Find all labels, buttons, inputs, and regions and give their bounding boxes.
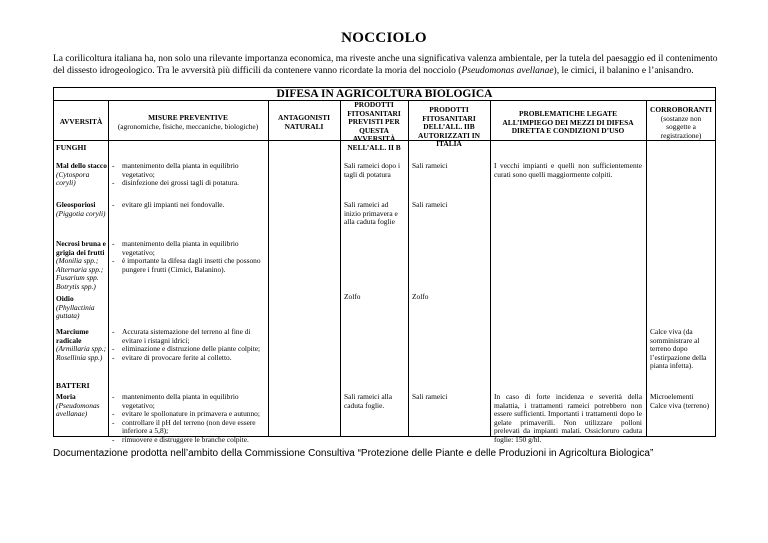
header-misure-sub: (agronomiche, fisiche, meccaniche, biologiche) xyxy=(117,121,259,131)
row-necrosi-measures xyxy=(112,240,264,274)
disease-name: Oidio xyxy=(56,294,74,303)
row-oidio-prodotti: Zolfo xyxy=(344,292,361,301)
row-gleosporiosi-name xyxy=(56,201,108,218)
column-divider xyxy=(408,100,409,436)
row-mal-stacco-name xyxy=(56,162,108,188)
header-problematiche: PROBLEMATICHE LEGATE ALL’IMPIEGO DEI MEZZI DI DIFESA DIRETTA E CONDIZIONI D’USO xyxy=(502,109,634,136)
section-funghi: FUNGHI xyxy=(56,143,87,152)
row-gleosporiosi-autorizzati: Sali rameici xyxy=(412,200,448,209)
row-gleosporiosi-measures xyxy=(112,201,264,210)
disease-scientific-name: (Piggotia coryli) xyxy=(56,208,106,218)
row-moria-measures xyxy=(112,393,264,445)
row-moria-problematiche: In caso di forte incidenza e severità della malattia, i trattamenti rameici potrebbero non essere sufficienti. Importanti i trattamenti dopo le gelate primaverili. Non utilizzare polloni prelevati da impianti malati. Ossicloruro caduta foglie: 150 g/hl. xyxy=(494,392,642,444)
column-divider xyxy=(108,100,109,436)
header-corroboranti-title: CORROBORANTI xyxy=(650,105,713,114)
disease-name: Moria xyxy=(56,392,76,401)
measure-item: - è importante la difesa dagli insetti che possono pungere i frutti (Cimici, Balanino). xyxy=(112,257,264,274)
row-mal-stacco-prodotti: Sali rameici dopo i tagli di potatura xyxy=(344,161,401,179)
header-avversita: AVVERSITÀ xyxy=(59,117,103,126)
measure-item: - mantenimento della pianta in equilibrio vegetativo; xyxy=(112,162,264,179)
disease-scientific-name: (Armillaria spp.; Rosellinia spp.) xyxy=(56,344,107,362)
measure-item: - controllare il pH del terreno (non deve essere inferiore a 5,8); xyxy=(112,419,264,436)
row-mal-stacco-problematiche: I vecchi impianti e quelli non sufficientemente curati sono quelli maggiormente colpiti. xyxy=(494,161,642,179)
section-batteri: BATTERI xyxy=(56,381,90,390)
measure-item: - evitare le spollonature in primavera e autunno; xyxy=(112,410,264,419)
footer-note: Documentazione prodotta nell’ambito della Commissione Consultiva “Protezione delle Piante e delle Produzioni in Agricoltura Biologica” xyxy=(53,448,654,459)
table-title: DIFESA IN AGRICOLTURA BIOLOGICA xyxy=(54,88,715,101)
column-divider xyxy=(340,100,341,436)
disease-scientific-name: (Pseudomonas avellanae) xyxy=(56,400,100,419)
measure-item: - Accurata sistemazione del terreno al fine di evitare i ristagni idrici; xyxy=(112,328,264,345)
header-autorizzati: PRODOTTI FITOSANITARI DELL’ALL. IIB AUTORIZZATI IN ITALIA xyxy=(418,105,480,149)
column-divider xyxy=(490,100,491,436)
header-antagonisti: ANTAGONISTI NATURALI xyxy=(277,113,331,131)
header-misure-title: MISURE PREVENTIVE xyxy=(148,113,228,122)
row-moria-name xyxy=(56,393,108,419)
header-corroboranti xyxy=(650,106,712,140)
row-marciume-corroboranti: Calce viva (da somministrare al terreno dopo l’estirpazione della pianta infetta). xyxy=(650,327,707,371)
row-oidio-autorizzati: Zolfo xyxy=(412,292,429,301)
row-marciume-name xyxy=(56,328,108,362)
row-mal-stacco-measures xyxy=(112,162,264,188)
disease-name: Mal dello stacco xyxy=(56,161,107,170)
row-oidio-name xyxy=(56,295,108,321)
measure-item: - evitare di provocare ferite al colletto. xyxy=(112,354,264,363)
intro-text-1: La corilicoltura italiana ha, non solo una rilevante importanza economica, ma riveste anche una significativa valenza ambientale, per la tutela del paesaggio ed il contenimento del dissesto idrogeologico. Tra le avversità più difficili da contenere vanno ricordate la moria del nocciolo ( xyxy=(53,54,718,76)
document-title: NOCCIOLO xyxy=(341,30,427,46)
disease-name: Necrosi bruna e grigia dei frutti xyxy=(56,239,106,257)
disease-scientific-name: (Monilia spp.; Alternaria spp.; Fusarium spp. Botrytis spp.) xyxy=(56,256,104,291)
header-corroboranti-sub: (sostanze non soggette a registrazione) xyxy=(660,113,702,140)
measure-item: - mantenimento della pianta in equilibrio vegetativo; xyxy=(112,240,264,257)
disease-scientific-name: (Cytospora coryli) xyxy=(56,169,90,188)
intro-paragraph xyxy=(53,53,723,77)
header-prodotti: PRODOTTI FITOSANITARI PREVISTI PER QUESTA AVVERSITÀ NELL’ALL. II B xyxy=(347,100,401,152)
row-necrosi-name xyxy=(56,240,108,292)
row-moria-prodotti: Sali rameici alla caduta foglie. xyxy=(344,392,393,410)
measure-item: - evitare gli impianti nei fondovalle. xyxy=(112,201,264,210)
measure-item: - eliminazione e distruzione delle piante colpite; xyxy=(112,345,264,354)
measure-item: - rimuovere e distruggere le branche colpite. xyxy=(112,436,264,445)
header-misure xyxy=(112,114,264,131)
row-mal-stacco-autorizzati: Sali rameici xyxy=(412,161,448,170)
row-moria-corroboranti: Microelementi Calce viva (terreno) xyxy=(650,392,710,410)
column-divider xyxy=(646,100,647,436)
row-gleosporiosi-prodotti: Sali rameici ad inizio primavera e alla caduta foglie xyxy=(344,200,398,227)
intro-text-2: ), le cimici, il balanino e l’anisandro. xyxy=(553,66,694,76)
disease-name: Gleosporiosi xyxy=(56,200,96,209)
disease-name: Marciume radicale xyxy=(56,327,89,345)
row-moria-autorizzati: Sali rameici xyxy=(412,392,448,401)
defense-table xyxy=(53,87,716,444)
measure-item: - disinfezione dei grossi tagli di potatura. xyxy=(112,179,264,188)
measure-item: - mantenimento della pianta in equilibrio vegetativo; xyxy=(112,393,264,410)
intro-italic: Pseudomonas avellanae xyxy=(461,66,554,76)
disease-scientific-name: (Phyllactinia guttata) xyxy=(56,302,95,321)
row-marciume-measures xyxy=(112,328,264,362)
column-divider xyxy=(268,100,269,436)
